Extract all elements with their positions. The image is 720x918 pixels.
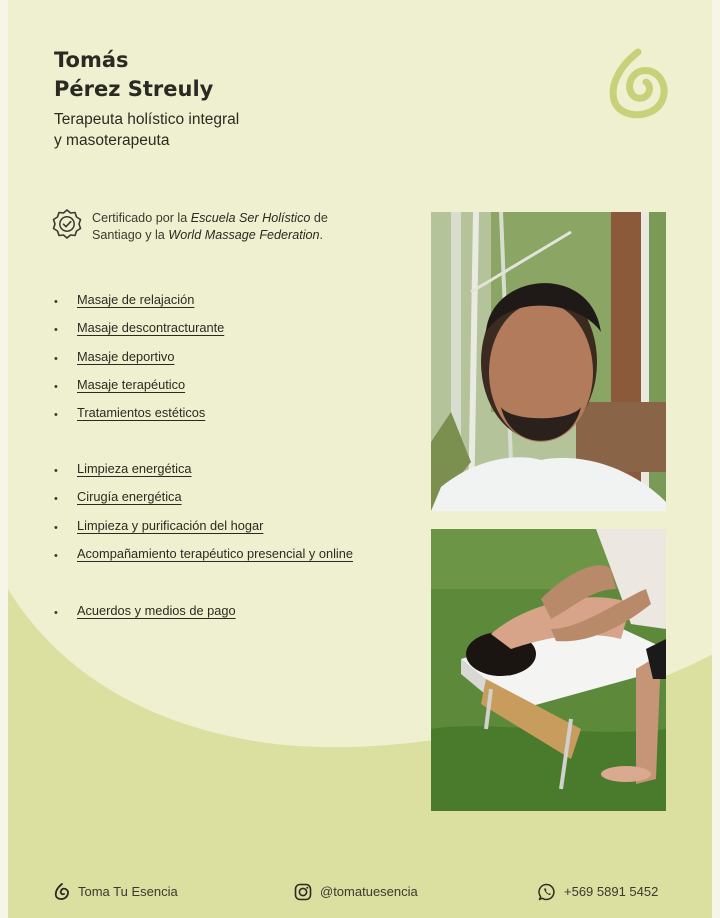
service-link[interactable]: Limpieza energética	[77, 461, 192, 476]
cert-prefix: Certificado por la	[92, 211, 188, 225]
first-name: Tomás	[54, 48, 129, 72]
instagram-handle[interactable]: @tomatuesencia	[320, 884, 418, 899]
bullet: •	[54, 465, 58, 477]
phone-number[interactable]: +569 5891 5452	[564, 884, 659, 899]
service-link[interactable]: Cirugía energética	[77, 489, 182, 505]
instagram-icon	[294, 883, 312, 901]
role-title	[54, 109, 239, 151]
service-link[interactable]: Masaje de relajación	[77, 292, 195, 307]
spiral-icon	[54, 883, 70, 901]
last-name: Pérez Streuly	[54, 77, 214, 101]
bullet: •	[54, 521, 58, 534]
footer-instagram[interactable]	[294, 880, 418, 904]
footer-brand	[54, 880, 178, 904]
service-link[interactable]: Masaje terapéutico	[77, 376, 186, 392]
certification-text	[92, 210, 382, 244]
cert-mid2: Santiago y la	[92, 228, 165, 242]
bullet: •	[54, 324, 58, 337]
spiral-logo-icon	[606, 48, 670, 120]
bullet: •	[54, 549, 58, 562]
cert-school: Escuela Ser Holístico	[190, 211, 311, 225]
service-link[interactable]: Acompañamiento terapéutico presencial y online	[77, 545, 354, 561]
bullet: •	[54, 296, 58, 308]
person-name	[54, 46, 213, 104]
bullet: •	[54, 409, 58, 422]
bullet: •	[54, 493, 58, 506]
service-link[interactable]: Limpieza y purificación del hogar	[77, 517, 264, 533]
brand-name: Toma Tu Esencia	[78, 884, 178, 899]
cert-federation: World Massage Federation	[168, 228, 320, 242]
portrait-photo	[431, 212, 666, 511]
role-line-2: y masoterapeuta	[54, 132, 170, 149]
whatsapp-icon	[538, 883, 556, 901]
bullet: •	[54, 380, 58, 393]
role-line-1: Terapeuta holístico integral	[54, 111, 240, 128]
service-link[interactable]: Tratamientos estéticos	[77, 405, 206, 421]
certified-badge-icon	[52, 208, 82, 240]
massage-photo	[431, 529, 666, 811]
bullet: •	[54, 607, 58, 619]
service-link[interactable]: Masaje descontracturante	[77, 320, 225, 336]
cert-mid1: de	[313, 211, 328, 225]
bullet: •	[54, 352, 58, 365]
service-link[interactable]: Masaje deportivo	[77, 348, 175, 364]
cert-suffix: .	[319, 228, 324, 242]
right-edge	[712, 0, 720, 918]
left-edge	[0, 0, 8, 918]
payment-link[interactable]: Acuerdos y medios de pago	[77, 603, 236, 618]
footer-phone[interactable]	[538, 880, 658, 904]
